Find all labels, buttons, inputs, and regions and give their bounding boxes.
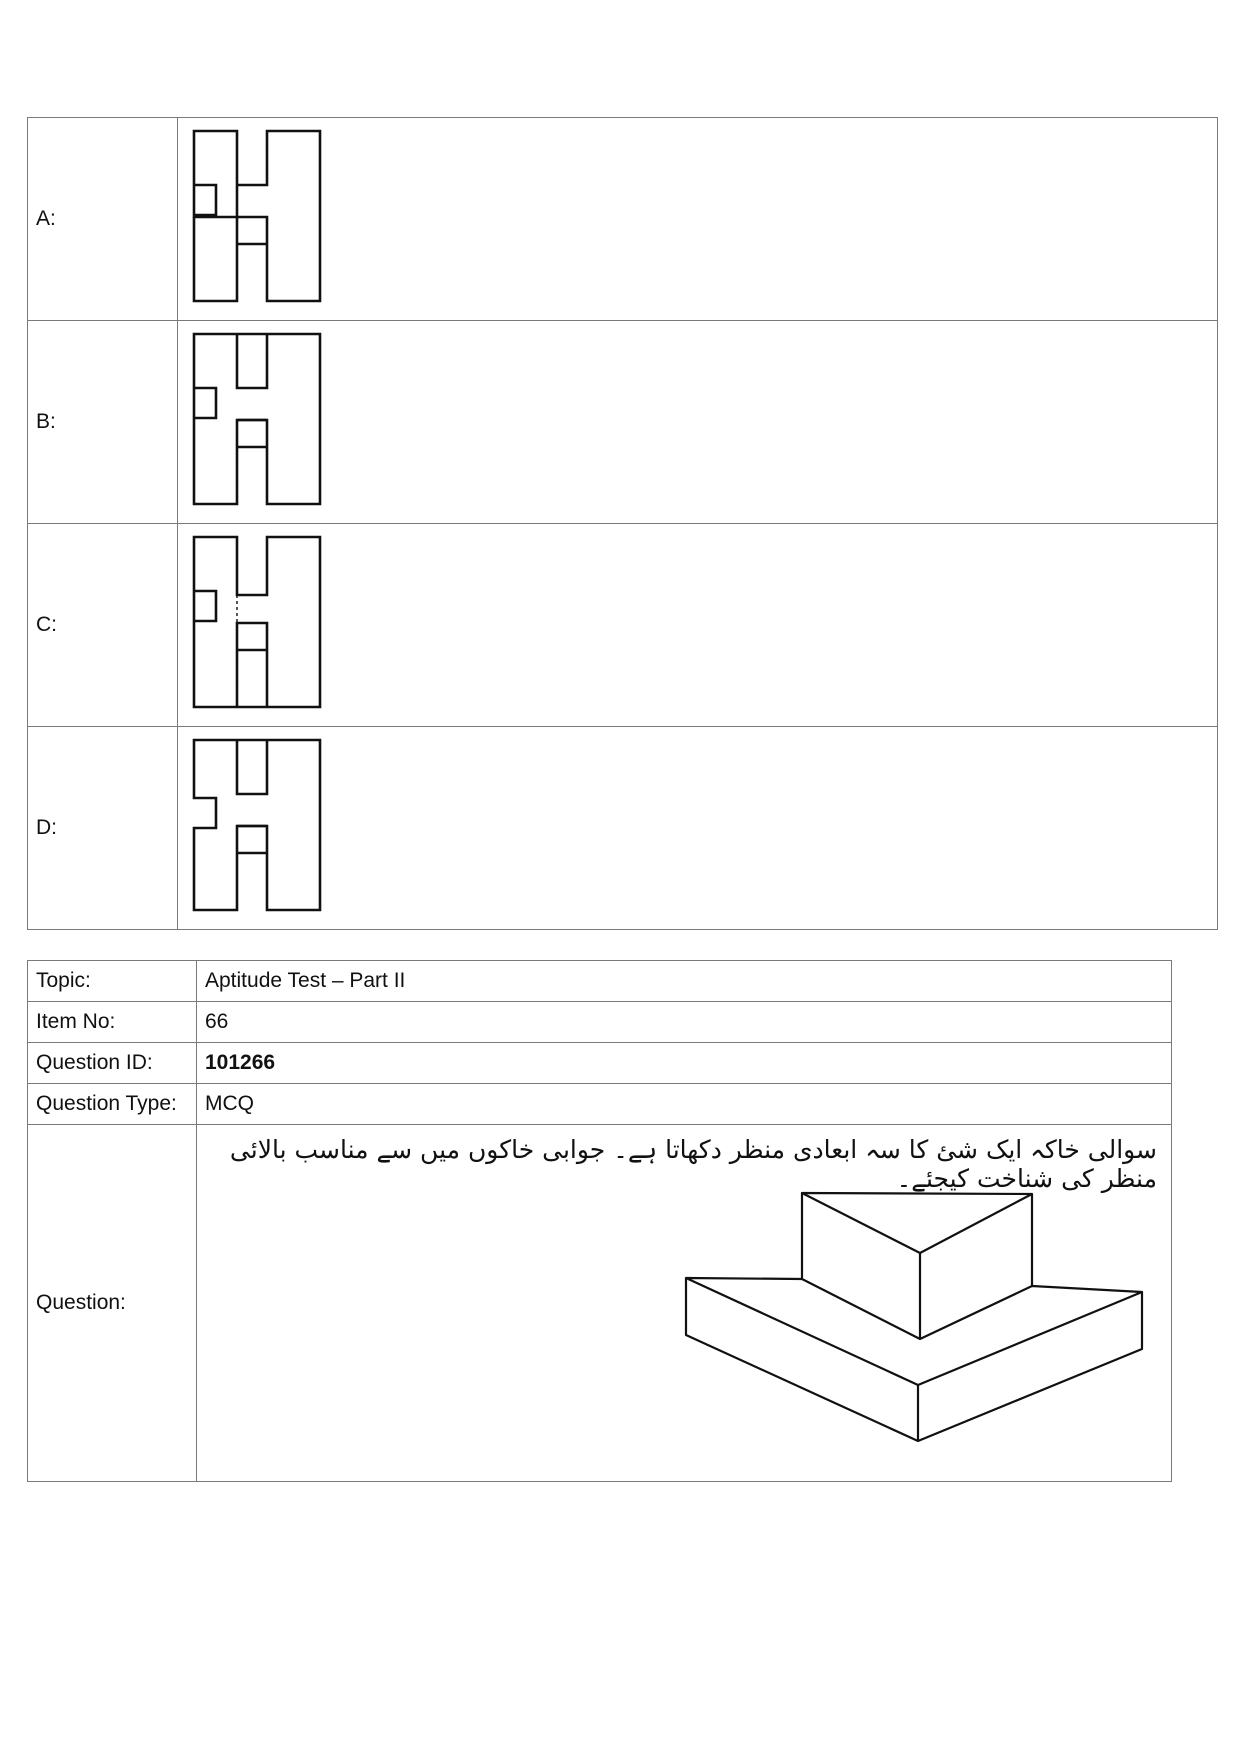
item-row	[28, 1002, 1172, 1043]
question-content	[197, 1125, 1172, 1482]
question-text-urdu: سوالی خاکہ ایک شئ کا سہ ابعادی منظر دکھاتا ہے۔ جوابی خاکوں میں سے مناسب بالائی منظر کی شناخت کیجئے۔	[229, 1135, 1157, 1193]
question-id-label: Question ID:	[28, 1043, 197, 1084]
question-id-value: 101266	[197, 1043, 1172, 1084]
isometric-object-drawing	[682, 1183, 1152, 1453]
question-type-label: Question Type:	[28, 1084, 197, 1125]
option-b-drawing	[192, 332, 322, 512]
question-type-value: MCQ	[197, 1084, 1172, 1125]
option-row-a	[28, 118, 1218, 321]
question-type-row	[28, 1084, 1172, 1125]
option-label: C:	[28, 524, 178, 727]
topic-value: Aptitude Test – Part II	[197, 961, 1172, 1002]
question-id-row	[28, 1043, 1172, 1084]
option-figure-cell	[178, 727, 1218, 930]
question-row	[28, 1125, 1172, 1482]
topic-label: Topic:	[28, 961, 197, 1002]
question-label: Question:	[28, 1125, 197, 1482]
option-label: B:	[28, 321, 178, 524]
option-c-drawing	[192, 535, 322, 715]
options-table	[27, 117, 1218, 930]
option-label: A:	[28, 118, 178, 321]
question-info-table	[27, 960, 1172, 1482]
option-figure-cell	[178, 118, 1218, 321]
option-a-drawing	[192, 129, 322, 309]
option-row-c	[28, 524, 1218, 727]
option-figure-cell	[178, 321, 1218, 524]
option-figure-cell	[178, 524, 1218, 727]
topic-row	[28, 961, 1172, 1002]
option-label: D:	[28, 727, 178, 930]
option-d-drawing	[192, 738, 322, 918]
option-row-b	[28, 321, 1218, 524]
option-row-d	[28, 727, 1218, 930]
item-value: 66	[197, 1002, 1172, 1043]
item-label: Item No:	[28, 1002, 197, 1043]
